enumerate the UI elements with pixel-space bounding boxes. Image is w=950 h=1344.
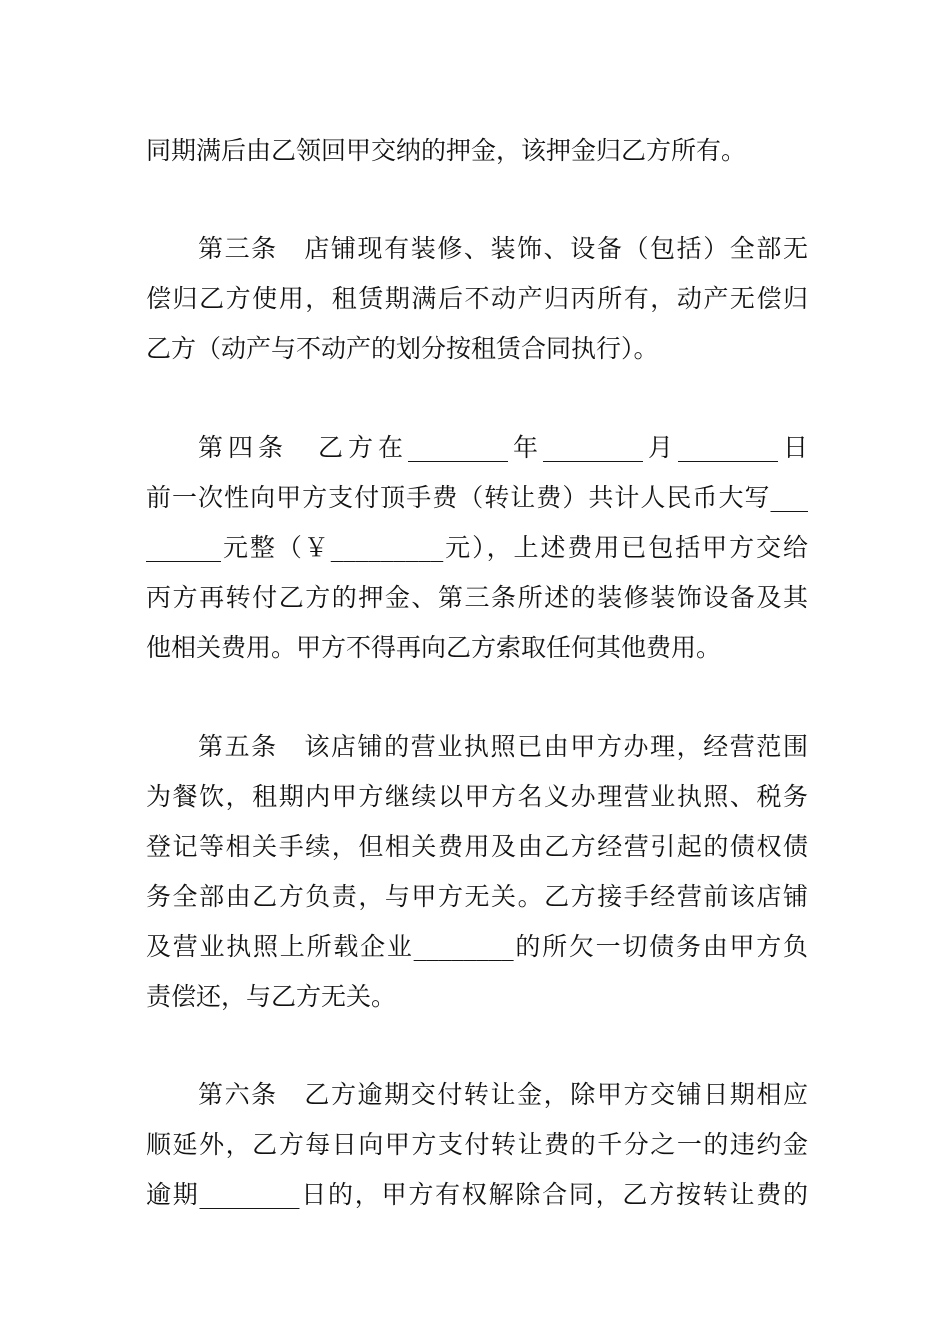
text-line: 登记等相关手续，但相关费用及由乙方经营引起的债权债 — [146, 832, 808, 861]
text-line: 同期满后由乙领回甲交纳的押金，该押金归乙方所有。 — [146, 136, 747, 165]
text-line: 乙方（动产与不动产的划分按租赁合同执行）。 — [146, 334, 659, 363]
text-line: 他相关费用。甲方不得再向乙方索取任何其他费用。 — [146, 633, 722, 662]
text-line: 务全部由乙方负责，与甲方无关。乙方接手经营前该店铺 — [146, 882, 808, 911]
article-4-heading-line: 第四条 乙方在________年________月________日 — [198, 433, 808, 462]
text-line: 丙方再转付乙方的押金、第三条所述的装修装饰设备及其 — [146, 583, 808, 612]
article-6-heading-line: 第六条 乙方逾期交付转让金，除甲方交铺日期相应 — [198, 1080, 808, 1109]
text-line: ______元整（￥_________元），上述费用已包括甲方交给 — [146, 533, 808, 562]
text-line: 逾期________日的，甲方有权解除合同，乙方按转让费的 — [146, 1180, 808, 1209]
text-line: 顺延外，乙方每日向甲方支付转让费的千分之一的违约金 — [146, 1130, 808, 1159]
text-line: 为餐饮，租期内甲方继续以甲方名义办理营业执照、税务 — [146, 782, 808, 811]
text-line: 偿归乙方使用，租赁期满后不动产归丙所有，动产无偿归 — [146, 284, 808, 313]
text-line: 责偿还，与乙方无关。 — [146, 982, 397, 1011]
text-line: 及营业执照上所载企业________的所欠一切债务由甲方负 — [146, 932, 808, 961]
article-3-heading-line: 第三条 店铺现有装修、装饰、设备（包括）全部无 — [198, 234, 808, 263]
article-5-heading-line: 第五条 该店铺的营业执照已由甲方办理，经营范围 — [198, 732, 808, 761]
text-line: 前一次性向甲方支付顶手费（转让费）共计人民币大写___ — [146, 483, 808, 512]
